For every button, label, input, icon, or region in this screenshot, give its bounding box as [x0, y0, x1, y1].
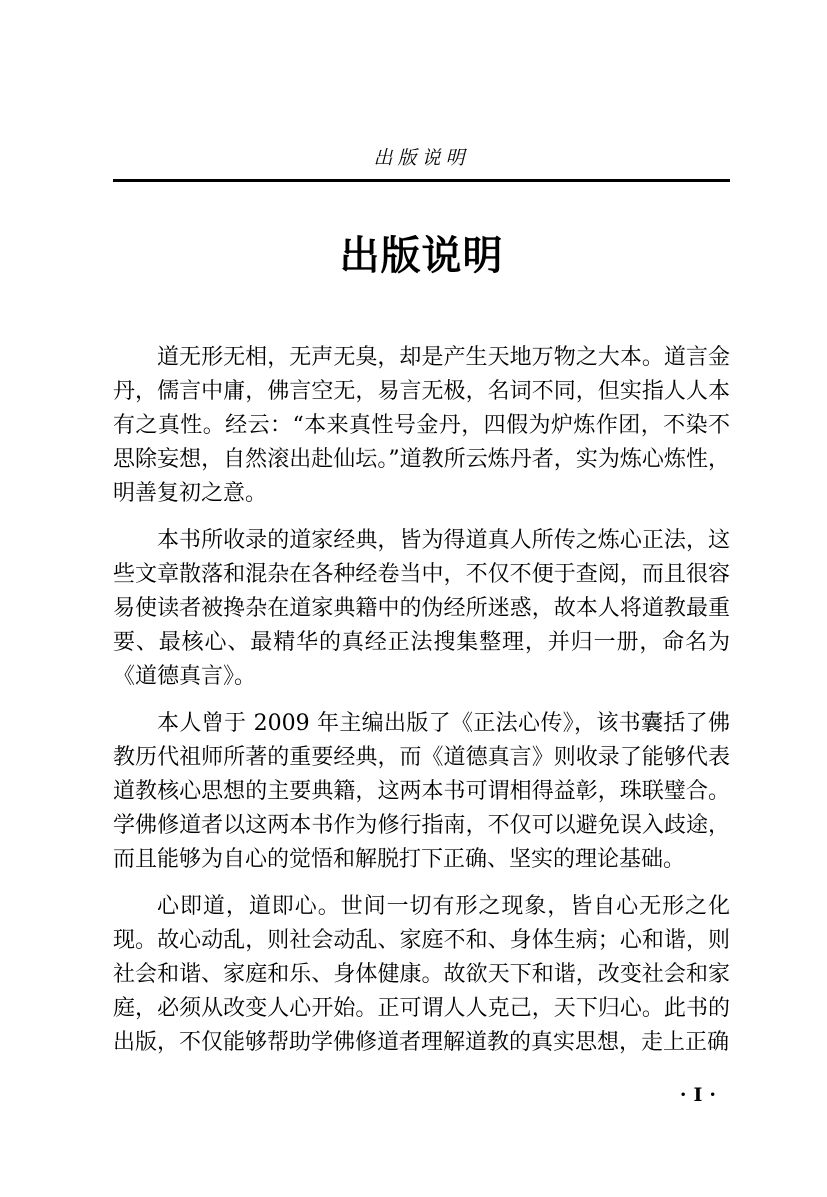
paragraph-2: 本书所收录的道家经典，皆为得道真人所传之炼心正法，这些文章散落和混杂在各种经卷当中，不仅不便于查阅，而且很容易使读者被搀杂在道家典籍中的伪经所迷惑，故本人将道教最重要、最核心、最精华的真经正法搜集整理，并归一册，命名为《道德真言》。 — [113, 528, 730, 689]
page-number: ·Ⅰ· — [679, 1084, 723, 1106]
page-title: 出版说明 — [339, 233, 504, 279]
content-column — [113, 0, 730, 1073]
running-header: 出版说明 — [373, 147, 470, 169]
paragraph-4: 心即道，道即心。世间一切有形之现象，皆自心无形之化现。故心动乱，则社会动乱、家庭不和、身体生病；心和谐，则社会和谐、家庭和乐、身体健康。故欲天下和谐，改变社会和家庭，必须从改变人心开始。正可谓人人克己，天下归心。此书的出版，不仅能够帮助学佛修道者理解道教的真实思想，走上正确 — [113, 894, 730, 1055]
body-text — [113, 341, 730, 1060]
header-rule — [113, 179, 730, 182]
paragraph-3: 本人曾于 2009 年主编出版了《正法心传》，该书囊括了佛教历代祖师所著的重要经典，而《道德真言》则收录了能够代表道教核心思想的主要典籍，这两本书可谓相得益彰，珠联璧合。学佛修道者以这两本书作为修行指南，不仅可以避免误入歧途，而且能够为自心的觉悟和解脱打下正确、坚实的理论基础。 — [113, 711, 730, 872]
paragraph-1: 道无形无相，无声无臭，却是产生天地万物之大本。道言金丹，儒言中庸，佛言空无，易言无极，名词不同，但实指人人本有之真性。经云：“本来真性号金丹，四假为炉炼作团，不染不思除妄想，自然滚出赴仙坛。”道教所云炼丹者，实为炼心炼性，明善复初之意。 — [113, 345, 730, 506]
